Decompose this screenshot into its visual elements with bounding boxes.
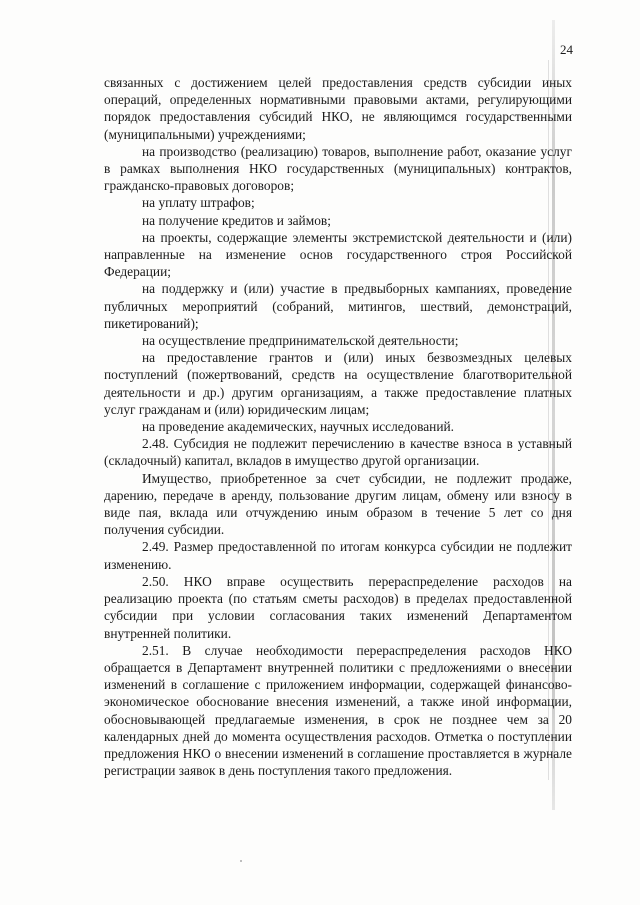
list-item-grants: на предоставление грантов и (или) иных безвозмездных целевых поступлений (пожертвований, средств на осуществление благотворительной деятельности и др.) другим организациям, а также предоставление платных услуг гражданам и (или) юридическим лицам; xyxy=(104,350,572,417)
paragraph-continuation: связанных с достижением целей предоставления средств субсидии иных операций, определенных нормативными правовыми актами, регулирующими порядок предоставления субсидий НКО, не являющимся государственными (муниципальными) учреждениями; xyxy=(104,75,572,142)
list-item-production: на производство (реализацию) товаров, выполнение работ, оказание услуг в рамках выполнения НКО государственных (муниципальных) контрактов, гражданско-правовых договоров; xyxy=(104,143,572,194)
scan-speck xyxy=(240,860,242,862)
list-item-research: на проведение академических, научных исследований. xyxy=(142,419,455,435)
clause-property: Имущество, приобретенное за счет субсидии, не подлежит продаже, дарению, передаче в аренду, пользование другим лицам, обмену или взносу в виде пая, вклада или отчуждению иным образом в течение 5 лет со дня получения субсидии. xyxy=(104,470,572,538)
clause-2-50: 2.50. НКО вправе осуществить перераспределение расходов на реализацию проекта (по статьям сметы расходов) в пределах предоставленной субсидии при условии согласования таких изменений Департаментом внутренней политики. xyxy=(104,573,572,641)
list-item-loans: на получение кредитов и займов; xyxy=(142,212,331,228)
list-item-election: на поддержку и (или) участие в предвыборных кампаниях, проведение публичных мероприятий (собраний, митингов, шествий, демонстраций, пикетирований); xyxy=(104,281,572,331)
page-number: 24 xyxy=(560,42,573,57)
clause-2-51: 2.51. В случае необходимости перераспределения расходов НКО обращается в Департамент внутренней политики с предложениями о внесении изменений в соглашение с приложением информации, содержащей финансово-экономическое обоснование внесения изменений, а также иной информации, обосновывающей предлагаемые изменения, в срок не позднее чем за 20 календарных дней до момента осуществления расходов. Отметка о поступлении предложения НКО о внесении изменений в соглашение проставляется в журнале регистрации заявок в день поступления такого предложения. xyxy=(104,642,572,779)
list-item-business: на осуществление предпринимательской деятельности; xyxy=(142,333,459,349)
list-item-fines: на уплату штрафов; xyxy=(142,195,255,211)
clause-2-48: 2.48. Субсидия не подлежит перечислению в качестве взноса в уставный (складочный) капитал, вкладов в имущество другой организации. xyxy=(104,436,572,469)
list-item-extremist: на проекты, содержащие элементы экстремистской деятельности и (или) направленные на изменение основ государственного строя Российской Федерации; xyxy=(104,229,572,280)
document-body xyxy=(104,74,572,779)
clause-2-49: 2.49. Размер предоставленной по итогам конкурса субсидии не подлежит изменению. xyxy=(104,539,572,572)
